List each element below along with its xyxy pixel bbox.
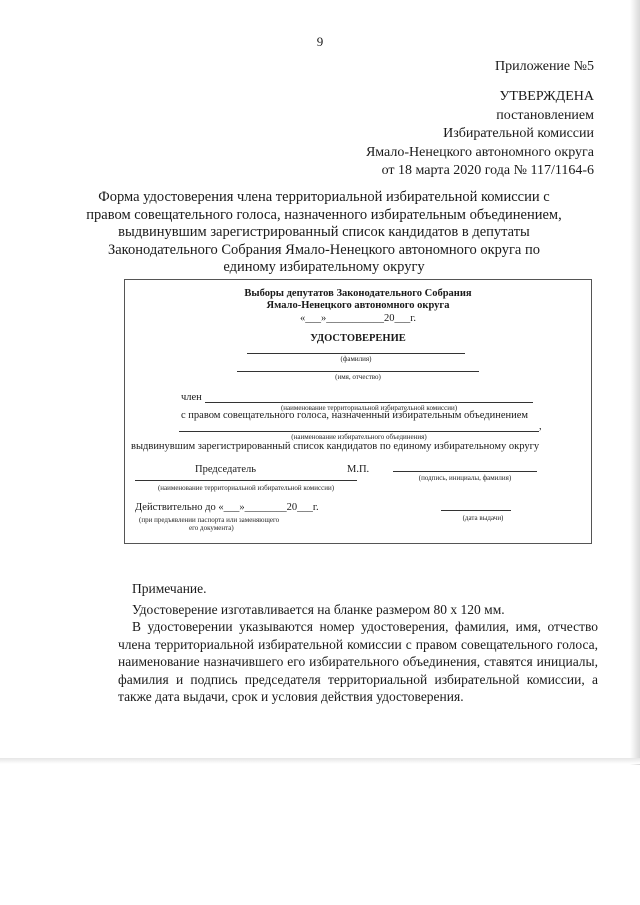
nominated-text: выдвинувшим зарегистрированный список кандидатов по единому избирательному округу xyxy=(131,441,540,452)
member-label: член xyxy=(181,392,202,403)
seal-label: М.П. xyxy=(347,464,370,475)
approval-block xyxy=(366,88,594,181)
certificate-title: УДОСТОВЕРЕНИЕ xyxy=(310,333,406,344)
appendix-label: Приложение №5 xyxy=(495,59,594,74)
election-title-line2: Ямало-Ненецкого автономного округа xyxy=(266,300,450,311)
approval-line: от 18 марта 2020 года № 117/1164-6 xyxy=(381,163,594,178)
election-title-line1: Выборы депутатов Законодательного Собрания xyxy=(244,288,472,299)
chairman-commission-caption: (наименование территориальной избирательной комиссии) xyxy=(157,484,335,492)
approval-line: постановлением xyxy=(496,107,594,123)
form-title-line: выдвинувшим зарегистрированный список кандидатов в депутаты xyxy=(118,224,530,240)
form-title-line: правом совещательного голоса, назначенного избирательным объединением, xyxy=(86,206,562,223)
chairman-label: Председатель xyxy=(195,464,257,475)
note-paragraph: Удостоверение изготавливается на бланке размером 80 х 120 мм. xyxy=(132,601,505,617)
approval-heading: УТВЕРЖДЕНА xyxy=(499,89,594,104)
valid-caption-line2: его документа) xyxy=(189,524,234,532)
issue-date-caption: (дата выдачи) xyxy=(462,514,504,522)
approval-line: Ямало-Ненецкого автономного округа xyxy=(365,144,594,160)
commission-caption: (наименование территориальной избирательной комиссии) xyxy=(280,404,458,412)
form-title-line: единому избирательному округу xyxy=(223,259,425,275)
valid-until-line: Действительно до «___»________20___г. xyxy=(135,502,319,513)
commission-line xyxy=(205,402,533,403)
form-title xyxy=(60,189,588,277)
name-line xyxy=(237,371,479,372)
advisory-vote-text: с правом совещательного голоса, назначенный избирательным объединением xyxy=(181,410,529,421)
scan-edge xyxy=(0,758,640,764)
signature-line xyxy=(393,471,537,472)
approval-line: Избирательной комиссии xyxy=(443,126,594,141)
form-title-line: Форма удостоверения члена территориальной избирательной комиссии с xyxy=(98,189,550,205)
surname-caption: (фамилия) xyxy=(340,355,372,363)
note-heading: Примечание. xyxy=(132,581,207,596)
form-title-line: Законодательного Собрания Ямало-Ненецкого автономного округа по xyxy=(107,241,540,258)
name-caption: (имя, отчество) xyxy=(335,373,381,381)
association-comma: , xyxy=(539,421,542,432)
signature-caption: (подпись, инициалы, фамилия) xyxy=(418,474,512,482)
note-block xyxy=(118,580,598,706)
scan-shadow xyxy=(630,0,640,765)
issue-date-line xyxy=(441,510,511,511)
election-date-line: «___»___________20___г. xyxy=(300,313,416,324)
surname-line xyxy=(247,353,465,354)
association-caption: (наименование избирательного объединения) xyxy=(291,433,427,441)
association-line xyxy=(179,431,539,432)
chairman-commission-line xyxy=(135,480,357,481)
valid-caption-line1: (при предъявлении паспорта или заменяющего xyxy=(139,516,280,524)
note-paragraph: В удостоверении указываются номер удостоверения, фамилия, имя, отчество члена территориальной избирательной комиссии с правом совещательного голоса, наименование назначившего его избирательного объединения, ставятся инициалы, фамилия и подпись председателя территориальной избирательной комиссии, а также дата выдачи, срок и условия действия удостоверения. xyxy=(118,619,598,704)
certificate-form xyxy=(124,279,592,544)
page-number: 9 xyxy=(316,34,324,49)
